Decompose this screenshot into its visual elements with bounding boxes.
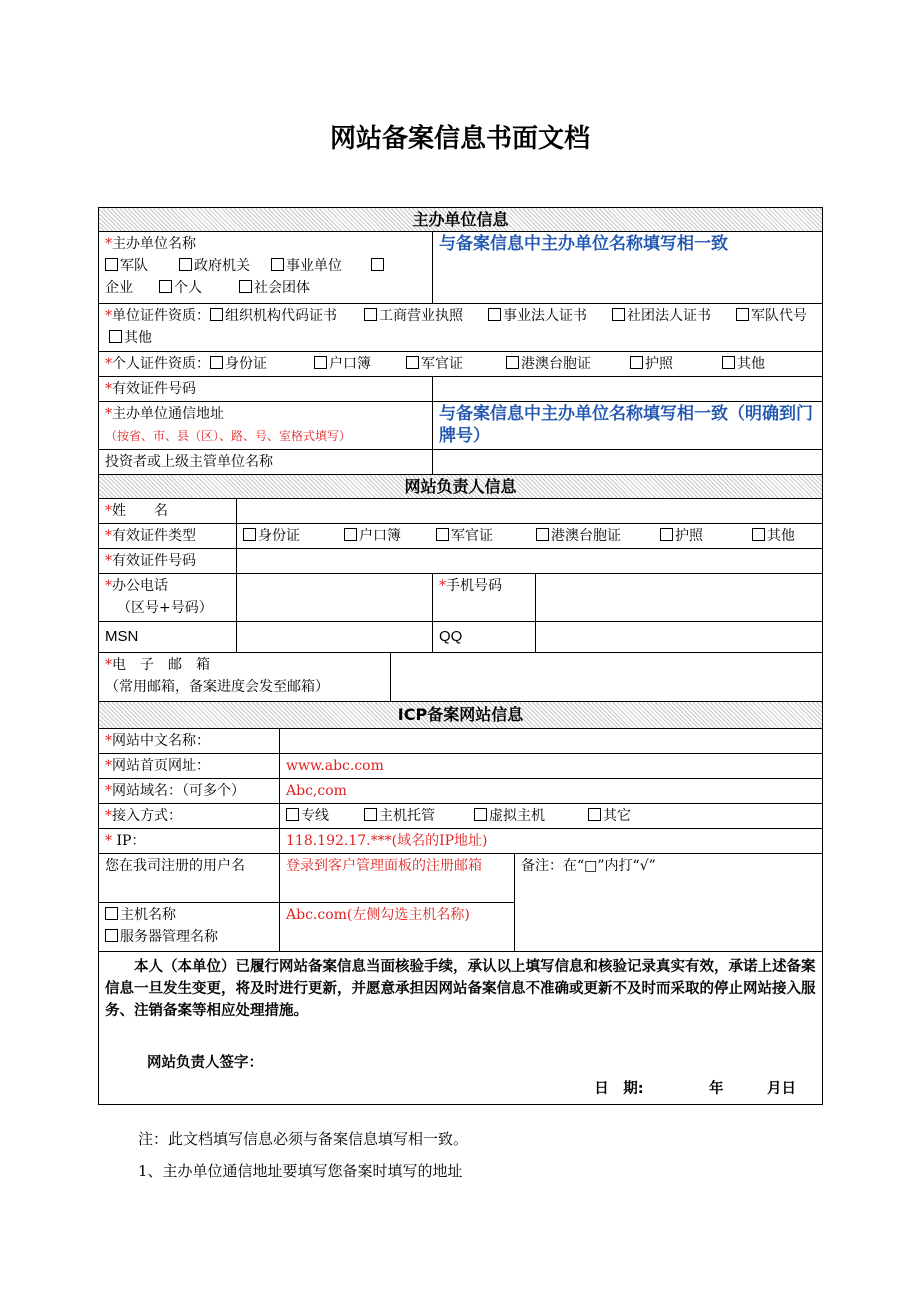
office-phone-field[interactable] <box>237 574 433 622</box>
checkbox-icon <box>612 308 625 321</box>
leader-name-label: 姓 名 <box>112 503 168 519</box>
leader-cert-no-label: 有效证件号码 <box>112 553 196 569</box>
section-header-leader: 网站负责人信息 <box>99 475 823 499</box>
checkbox-icon <box>239 280 252 293</box>
leader-cert-passport[interactable]: 护照 <box>660 525 752 547</box>
filing-form: 主办单位信息 *主办单位名称 军队 政府机关 事业单位 企业 个人 社会团体 与备案信息中主办单位名称填写相一致 *单位证件资质： 组织机构代码证书 工商营业执照 事业法人证书 社团法人证书 军队代号 其他 *个人证件资质： 身份证 户口簿 军官证 港澳台胞证 护照 其他 *有效证件号码 *主办单位通信地址 （按省、市、县（区）、路、号、室格式填写） 与备案信息中主办单位名称填写相一致（明确到门牌号） 投资者或上级主管单位名称 网站负责人信息 *姓 名 *有效证件类型 身份证 户口簿 军官证 港澳台胞证 护照 其他 *有效证件号码 *办公电话 （区号+号码） *手机号码 MSN QQ *电 子 邮 箱 （常用邮箱，备案进度会发至邮箱） ICP备案网站信息 *网站中文名称： *网站首页网址： www.abc.com *网站域名：（可多个） Abc,com *接入方式： 专线 主机托管 虚拟主机 其它 * IP： 118.192.17.***(域名的IP地址) 您在我司注册的用户名 登录到客户管理面板的注册邮箱 备注：在“□”内打“√” 主机名称 服务器管理名称 Abc.com(左侧勾选主机名称) 本人（本单位）已履行网站备案信息当面核验手续，承认以上填写信息和核验记录真实有效，承诺上述备案信息一旦发生变更，将及时进行更新，并愿意承担因网站备案信息不准确或更新不及时而采取的停止网站接入服务、注销备案等相应处理措施。 网站负责人签字： 日 期: 年 月日 <box>98 207 823 1105</box>
checkbox-icon <box>474 808 487 821</box>
msn-field[interactable] <box>237 622 433 653</box>
checkbox-icon <box>436 528 449 541</box>
signature-label: 网站负责人签字： <box>147 1055 263 1071</box>
site-cn-name-field[interactable] <box>280 729 823 754</box>
page-title: 网站备案信息书面文档 <box>329 124 590 154</box>
leader-cert-household[interactable]: 户口簿 <box>344 525 436 547</box>
email-note: （常用邮箱，备案进度会发至邮箱） <box>105 679 329 695</box>
sponsor-address-field[interactable]: 与备案信息中主办单位名称填写相一致（明确到门牌号） <box>433 402 823 450</box>
checkbox-icon <box>210 308 223 321</box>
leader-cert-no-field[interactable] <box>237 549 823 574</box>
note-line-2: 1、主办单位通信地址要填写您备案时填写的地址 <box>138 1162 463 1180</box>
investor-label: 投资者或上级主管单位名称 <box>99 450 433 475</box>
leader-name-field[interactable] <box>237 499 823 524</box>
remark: 备注：在“□”内打“√” <box>515 854 823 952</box>
section-header-icp: ICP备案网站信息 <box>99 702 823 729</box>
site-cn-name-label: 网站中文名称： <box>112 733 210 749</box>
checkbox-icon <box>105 929 118 942</box>
personal-cert-id[interactable]: 身份证 <box>210 353 314 375</box>
sponsor-address-label: 主办单位通信地址 <box>112 406 224 422</box>
homepage-label: 网站首页网址： <box>112 758 210 774</box>
personal-cert-label: 个人证件资质： <box>112 356 210 372</box>
date-label: 日 期: <box>594 1081 644 1097</box>
sponsor-cert-no-label: 有效证件号码 <box>112 381 196 397</box>
checkbox-icon <box>364 308 377 321</box>
sponsor-name-label: 主办单位名称 <box>112 236 196 252</box>
investor-field[interactable] <box>433 450 823 475</box>
personal-cert-hk-tw[interactable]: 港澳台胞证 <box>506 353 630 375</box>
unit-type-society[interactable]: 社会团体 <box>239 277 310 299</box>
checkbox-icon <box>179 258 192 271</box>
unit-type-individual[interactable]: 个人 <box>159 277 239 299</box>
cert-institution[interactable]: 事业法人证书 <box>488 305 612 327</box>
personal-cert-row: *个人证件资质： 身份证 户口簿 军官证 港澳台胞证 护照 其他 <box>99 352 823 377</box>
checkbox-icon <box>736 308 749 321</box>
domain-field[interactable]: Abc,com <box>280 779 823 804</box>
unit-type-options <box>105 255 426 277</box>
checkbox-icon <box>506 356 519 369</box>
personal-cert-passport[interactable]: 护照 <box>630 353 722 375</box>
server-admin-option[interactable]: 服务器管理名称 <box>105 926 273 948</box>
checkbox-icon <box>488 308 501 321</box>
checkbox-icon <box>588 808 601 821</box>
sponsor-name-field[interactable]: 与备案信息中主办单位名称填写相一致 <box>433 232 823 304</box>
unit-cert-label: 单位证件资质： <box>112 308 210 324</box>
note-line-1: 注：此文档填写信息必须与备案信息填写相一致。 <box>138 1130 469 1148</box>
declaration-text: 本人（本单位）已履行网站备案信息当面核验手续，承认以上填写信息和核验记录真实有效，承诺上述备案信息一旦发生变更，将及时进行更新，并愿意承担因网站备案信息不准确或更新不及时而采取的停止网站接入服务、注销备案等相应处理措施。 <box>105 959 816 1019</box>
username-field[interactable]: 登录到客户管理面板的注册邮箱 <box>280 854 515 903</box>
checkbox-icon <box>722 356 735 369</box>
unit-type-government[interactable]: 政府机关 <box>179 255 271 277</box>
date-year: 年 <box>709 1081 724 1097</box>
domain-label: 网站域名：（可多个） <box>112 783 245 799</box>
access-label: 接入方式： <box>112 808 182 824</box>
leader-cert-officer[interactable]: 军官证 <box>436 525 536 547</box>
homepage-field[interactable]: www.abc.com <box>280 754 823 779</box>
cert-society[interactable]: 社团法人证书 <box>612 305 736 327</box>
checkbox-icon <box>364 808 377 821</box>
host-field[interactable]: Abc.com(左侧勾选主机名称) <box>280 903 515 952</box>
date-month: 月 <box>767 1081 782 1097</box>
email-field[interactable] <box>391 653 823 702</box>
checkbox-icon <box>536 528 549 541</box>
ip-label: IP： <box>112 833 146 849</box>
checkbox-icon <box>344 528 357 541</box>
unit-cert-row: *单位证件资质： 组织机构代码证书 工商营业执照 事业法人证书 社团法人证书 军队代号 其他 <box>99 304 823 352</box>
mobile-field[interactable] <box>536 574 823 622</box>
ip-field[interactable]: 118.192.17.***(域名的IP地址) <box>280 829 823 854</box>
qq-field[interactable] <box>536 622 823 653</box>
leader-cert-hk-tw[interactable]: 港澳台胞证 <box>536 525 660 547</box>
unit-type-military[interactable]: 军队 <box>105 255 179 277</box>
checkbox-icon <box>406 356 419 369</box>
checkbox-icon <box>243 528 256 541</box>
personal-cert-household[interactable]: 户口簿 <box>314 353 406 375</box>
checkbox-icon <box>105 258 118 271</box>
checkbox-icon <box>109 330 122 343</box>
access-leased-line[interactable]: 专线 <box>286 805 364 827</box>
email-label: 电 子 邮 箱 <box>112 657 210 673</box>
checkbox-icon <box>660 528 673 541</box>
checkbox-icon <box>630 356 643 369</box>
checkbox-icon <box>286 808 299 821</box>
qq-label: QQ <box>433 622 536 653</box>
checkbox-icon <box>314 356 327 369</box>
checkbox-icon <box>752 528 765 541</box>
checkbox-icon <box>210 356 223 369</box>
section-header-sponsor: 主办单位信息 <box>99 208 823 232</box>
cert-business-license[interactable]: 工商营业执照 <box>364 305 488 327</box>
personal-cert-other[interactable]: 其他 <box>722 353 765 375</box>
address-format-note: （按省、市、县（区）、路、号、室格式填写） <box>105 429 352 443</box>
office-phone-note: （区号+号码） <box>117 600 213 616</box>
leader-cert-id[interactable]: 身份证 <box>243 525 344 547</box>
personal-cert-officer[interactable]: 军官证 <box>406 353 506 375</box>
office-phone-label: 办公电话 <box>112 578 168 594</box>
checkbox-icon <box>159 280 172 293</box>
sponsor-name-cell: *主办单位名称 军队 政府机关 事业单位 企业 个人 社会团体 <box>99 232 433 304</box>
access-virtual-host[interactable]: 虚拟主机 <box>474 805 588 827</box>
declaration <box>99 952 823 1105</box>
host-name-option[interactable]: 主机名称 <box>105 904 273 926</box>
unit-type-enterprise[interactable]: 企业 <box>105 280 133 296</box>
checkbox-icon <box>105 907 118 920</box>
sponsor-cert-no-field[interactable] <box>433 377 823 402</box>
access-options <box>280 804 823 829</box>
access-colocation[interactable]: 主机托管 <box>364 805 474 827</box>
msn-label: MSN <box>99 622 237 653</box>
unit-type-institution[interactable]: 事业单位 <box>271 255 371 277</box>
date-line <box>105 1078 816 1100</box>
leader-cert-type-options <box>237 524 823 549</box>
date-day: 日 <box>781 1081 797 1097</box>
cert-military[interactable]: 军队代号 <box>736 305 807 327</box>
unit-type-enterprise-checkbox[interactable] <box>371 258 384 271</box>
mobile-label: 手机号码 <box>446 578 502 594</box>
leader-cert-type-label: 有效证件类型 <box>112 528 196 544</box>
username-label: 您在我司注册的用户名 <box>99 854 280 903</box>
checkbox-icon <box>271 258 284 271</box>
leader-cert-other[interactable]: 其他 <box>752 525 795 547</box>
access-other[interactable]: 其它 <box>588 805 631 827</box>
cert-other[interactable]: 其他 <box>109 327 152 349</box>
cert-org-code[interactable]: 组织机构代码证书 <box>210 305 364 327</box>
